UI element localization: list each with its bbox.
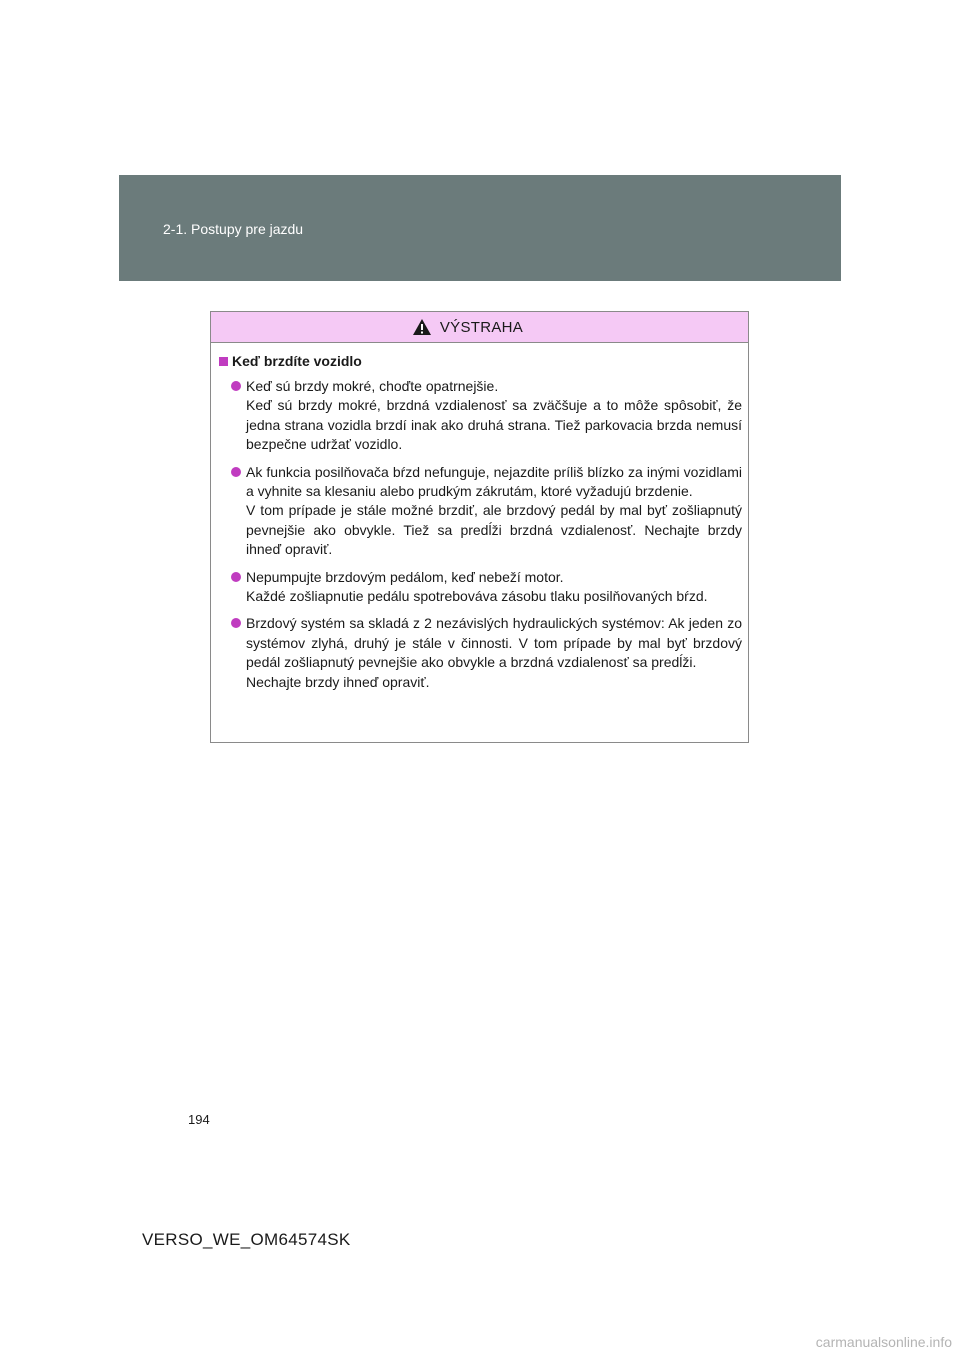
section-heading [219, 353, 742, 369]
item-line: Nepumpujte brzdovým pedálom, keď nebeží motor. [246, 568, 564, 585]
watermark: carmanualsonline.info [815, 1334, 952, 1350]
item-line: Každé zošliapnutie pedálu spotrebováva zásobu tlaku posilňovaných bŕzd. [246, 588, 708, 605]
square-bullet-icon [219, 357, 228, 366]
list-item [219, 568, 742, 607]
item-line: Ak funkcia posilňovača bŕzd nefunguje, nejazdite príliš blízko za inými vozidlami a vyhnite sa klesaniu alebo prudkým zákrutám, ktoré vyžadujú brzdenie. [246, 463, 742, 500]
warning-header [211, 312, 748, 343]
bullet-dot-icon [231, 572, 241, 582]
list-item [219, 614, 742, 692]
warning-box [210, 311, 749, 743]
list-item [219, 463, 742, 560]
warning-body [211, 343, 748, 692]
page-number: 194 [188, 1112, 210, 1127]
warning-triangle-icon [412, 318, 432, 336]
item-line: V tom prípade je stále možné brzdiť, ale brzdový pedál by mal byť zošliapnutý pevnejšie ako obvykle. Tiež sa predĺži brzdná vzdialenosť. Nechajte brzdy ihneď opraviť. [246, 502, 742, 558]
bullet-dot-icon [231, 467, 241, 477]
list-item [219, 377, 742, 455]
item-line: Keď sú brzdy mokré, brzdná vzdialenosť sa zväčšuje a to môže spôsobiť, že jedna strana vozidla brzdí inak ako druhá strana. Tiež parkovacia brzda nemusí bezpečne udržať vozidlo. [246, 397, 742, 453]
warning-title: VÝSTRAHA [439, 318, 524, 336]
bullet-dot-icon [231, 618, 241, 628]
bullet-dot-icon [231, 381, 241, 391]
document-code: VERSO_WE_OM64574SK [142, 1230, 351, 1249]
item-line: Nechajte brzdy ihneď opraviť. [246, 673, 430, 690]
section-title: 2-1. Postupy pre jazdu [163, 221, 304, 237]
item-line: Brzdový systém sa skladá z 2 nezávislých hydraulických systémov: Ak jeden zo systémov zlyhá, druhý je stále v činnosti. V tom prípade by mal byť brzdový pedál zošliapnutý pevnejšie ako obvykle a brzdná vzdialenosť sa predĺži. [246, 615, 742, 671]
item-line: Keď sú brzdy mokré, choďte opatrnejšie. [246, 378, 499, 394]
section-heading-text: Keď brzdíte vozidlo [232, 353, 362, 369]
